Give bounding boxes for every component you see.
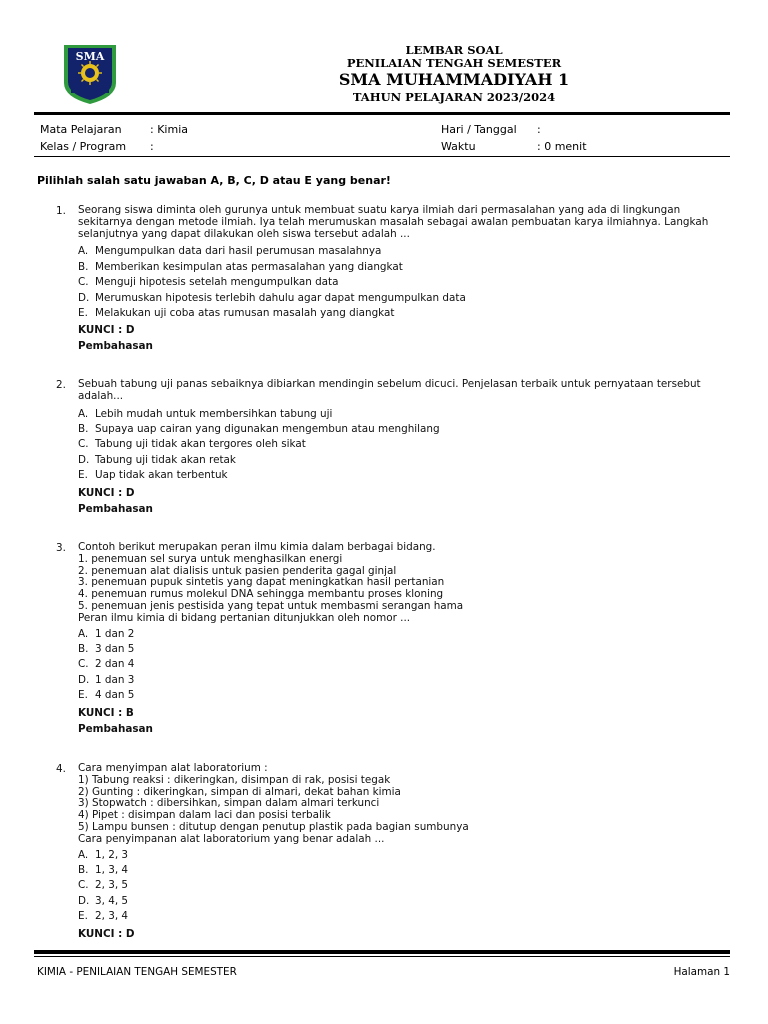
- explanation-heading: Pembahasan: [78, 722, 153, 735]
- option-e[interactable]: E. Uap tidak akan terbentuk: [78, 469, 228, 482]
- logo-text: SMA: [75, 50, 105, 63]
- stem-line: Cara menyimpan alat laboratorium :: [78, 762, 268, 774]
- option-b[interactable]: B. Supaya uap cairan yang digunakan mengembun atau menghilang: [78, 423, 440, 435]
- option-c[interactable]: C. 2, 3, 5: [78, 879, 129, 892]
- option-d[interactable]: D. 3, 4, 5: [78, 894, 129, 907]
- stem-line: 5) Lampu bunsen : ditutup dengan penutup plastik pada bagian sumbunya: [78, 820, 469, 833]
- day-value: :: [537, 123, 541, 136]
- stem-line: Contoh berikut merupakan peran ilmu kimia dalam berbagai bidang.: [78, 541, 436, 553]
- stem-line: 4) Pipet : disimpan dalam laci dan posisi terbalik: [78, 809, 331, 822]
- page-number: Halaman 1: [673, 966, 730, 978]
- question-1: [34, 205, 724, 354]
- question-stem: Sebuah tabung uji panas sebaiknya dibiarkan mendingin sebelum dicuci. Penjelasan terbaik untuk pernyataan tersebut adalah...: [78, 378, 701, 402]
- option-a[interactable]: A. 1 dan 2: [78, 627, 135, 640]
- stem-line: 2. penemuan alat dialisis untuk pasien penderita gagal ginjal: [78, 564, 397, 577]
- class-label: Kelas / Program: [40, 140, 127, 153]
- subject-label: Mata Pelajaran: [40, 123, 122, 136]
- explanation-heading: Pembahasan: [78, 340, 153, 353]
- exam-type: PENILAIAN TENGAH SEMESTER: [346, 56, 562, 70]
- question-number: 3.: [56, 542, 66, 554]
- question-3: [34, 542, 724, 737]
- option-a[interactable]: A. Mengumpulkan data dari hasil perumusan masalahnya: [78, 245, 382, 258]
- footer-divider: [34, 950, 730, 954]
- option-d[interactable]: D. Merumuskan hipotesis terlebih dahulu agar dapat mengumpulkan data: [78, 291, 466, 304]
- stem-line: 5. penemuan jenis pestisida yang tepat untuk membasmi serangan hama: [78, 599, 464, 612]
- option-c[interactable]: C. Menguji hipotesis setelah mengumpulkan data: [78, 276, 339, 289]
- option-b[interactable]: B. 1, 3, 4: [78, 863, 129, 876]
- school-crest-icon: [60, 43, 120, 105]
- instruction: Pilihlah salah satu jawaban A, B, C, D atau E yang benar!: [37, 174, 391, 187]
- header-divider: [34, 112, 730, 115]
- exam-header: [140, 44, 768, 104]
- school-logo: [60, 43, 120, 105]
- stem-line: 4. penemuan rumus molekul DNA sehingga membantu proses kloning: [78, 588, 444, 601]
- stem-line: 3. penemuan pupuk sintetis yang dapat meningkatkan hasil pertanian: [78, 576, 445, 589]
- option-d[interactable]: D. 1 dan 3: [78, 673, 135, 686]
- option-e[interactable]: E. 2, 3, 4: [78, 910, 129, 923]
- footer-title: KIMIA - PENILAIAN TENGAH SEMESTER: [37, 966, 237, 978]
- stem-line: Cara penyimpanan alat laboratorium yang benar adalah ...: [78, 832, 385, 845]
- time-value: : 0 menit: [537, 140, 587, 153]
- option-a[interactable]: A. 1, 2, 3: [78, 848, 129, 861]
- stem-line: 1. penemuan sel surya untuk menghasilkan energi: [78, 552, 343, 565]
- stem-line: Peran ilmu kimia di bidang pertanian ditunjukkan oleh nomor ...: [78, 611, 411, 624]
- footer-divider-thin: [34, 956, 730, 957]
- option-b[interactable]: B. 3 dan 5: [78, 642, 135, 655]
- option-a[interactable]: A. Lebih mudah untuk membersihkan tabung uji: [78, 407, 333, 420]
- time-label: Waktu: [441, 140, 476, 153]
- question-number: 2.: [56, 379, 66, 391]
- answer-key: KUNCI : D: [78, 927, 135, 940]
- answer-key: KUNCI : B: [78, 706, 134, 719]
- question-4: [34, 763, 724, 942]
- option-e[interactable]: E. Melakukan uji coba atas rumusan masalah yang diangkat: [78, 307, 395, 320]
- explanation-heading: Pembahasan: [78, 502, 153, 515]
- subject-value: : Kimia: [150, 123, 188, 136]
- question-stem: Seorang siswa diminta oleh gurunya untuk membuat suatu karya ilmiah dari permasalahan yang ada di lingkungan sekitarnya dengan metode ilmiah. Iya telah merumuskan masalah sebagai awalan pembuatan karya ilmiahnya. Langkah selanjutnya yang dapat dilakukan oleh siswa tersebut adalah ...: [78, 204, 709, 240]
- school-name: SMA MUHAMMADIYAH 1: [338, 70, 570, 89]
- class-value: :: [150, 140, 154, 153]
- sheet-title: LEMBAR SOAL: [405, 43, 503, 57]
- academic-year: TAHUN PELAJARAN 2023/2024: [352, 90, 556, 104]
- answer-key: KUNCI : D: [78, 324, 135, 337]
- question-number: 1.: [56, 205, 66, 217]
- option-b[interactable]: B. Memberikan kesimpulan atas permasalahan yang diangkat: [78, 260, 403, 273]
- option-d[interactable]: D. Tabung uji tidak akan retak: [78, 453, 236, 466]
- stem-line: 2) Gunting : dikeringkan, simpan di almari, dekat bahan kimia: [78, 785, 401, 798]
- info-divider: [34, 156, 730, 157]
- question-2: [34, 379, 724, 517]
- question-number: 4.: [56, 763, 66, 775]
- option-c[interactable]: C. Tabung uji tidak akan tergores oleh sikat: [78, 438, 306, 451]
- answer-key: KUNCI : D: [78, 486, 135, 499]
- stem-line: 1) Tabung reaksi : dikeringkan, disimpan di rak, posisi tegak: [78, 773, 391, 786]
- day-label: Hari / Tanggal: [441, 123, 517, 136]
- option-c[interactable]: C. 2 dan 4: [78, 658, 135, 671]
- option-e[interactable]: E. 4 dan 5: [78, 689, 135, 702]
- stem-line: 3) Stopwatch : dibersihkan, simpan dalam almari terkunci: [78, 797, 380, 810]
